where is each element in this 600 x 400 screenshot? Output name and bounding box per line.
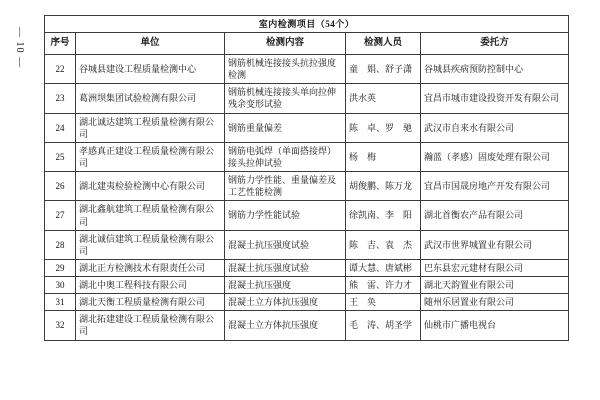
cell-content: 钢筋机械连接接头单向拉伸残余变形试验 [225, 84, 346, 113]
cell-content: 钢筋机械连接接头抗拉强度检测 [225, 54, 346, 83]
cell-content: 钢筋重量偏差 [225, 113, 346, 142]
cell-personnel: 童 娟、舒子潇 [346, 54, 421, 83]
cell-unit: 葛洲坝集团试验检测有限公司 [76, 84, 225, 113]
cell-no: 30 [45, 277, 76, 294]
cell-unit: 湖北诚信建筑工程质量检测有限公司 [76, 230, 225, 259]
table-row [45, 54, 569, 83]
cell-no: 23 [45, 84, 76, 113]
table-row [45, 311, 569, 340]
cell-client: 谷城县疾病预防控制中心 [421, 54, 569, 83]
header-client: 委托方 [421, 33, 569, 55]
table-row [45, 84, 569, 113]
cell-content: 混凝土立方体抗压强度 [225, 294, 346, 311]
cell-client: 巴东县宏元建材有限公司 [421, 259, 569, 276]
table-title-row [45, 16, 569, 33]
cell-unit: 湖北天衡工程质量检测有限公司 [76, 294, 225, 311]
cell-client: 武汉市世界城置业有限公司 [421, 230, 569, 259]
cell-content: 混凝土抗压强度试验 [225, 230, 346, 259]
table-row [45, 172, 569, 201]
cell-personnel: 陈 卓、罗 驰 [346, 113, 421, 142]
cell-no: 32 [45, 311, 76, 340]
cell-unit: 湖北鑫航建筑工程质量检测有限公司 [76, 201, 225, 230]
cell-content: 钢筋力学性能、重量偏差及工艺性能检测 [225, 172, 346, 201]
cell-client: 宜昌市国晟房地产开发有限公司 [421, 172, 569, 201]
table-head [45, 16, 569, 55]
page-number: — 10 — [14, 26, 25, 68]
cell-no: 28 [45, 230, 76, 259]
table-header-row [45, 33, 569, 55]
table-row [45, 294, 569, 311]
cell-unit: 湖北正方检测技术有限责任公司 [76, 259, 225, 276]
inspection-table [44, 15, 569, 341]
cell-unit: 谷城县建设工程质量检测中心 [76, 54, 225, 83]
cell-personnel: 洪水英 [346, 84, 421, 113]
cell-no: 27 [45, 201, 76, 230]
table-row [45, 142, 569, 171]
header-content: 检测内容 [225, 33, 346, 55]
cell-personnel: 徐凯南、李 阳 [346, 201, 421, 230]
table-title: 室内检测项目（54个） [45, 16, 569, 33]
cell-client: 湖北天韵置业有限公司 [421, 277, 569, 294]
table-row [45, 201, 569, 230]
cell-client: 宜昌市城市建设投资开发有限公司 [421, 84, 569, 113]
table-row [45, 113, 569, 142]
cell-unit: 湖北建夷检验检测中心有限公司 [76, 172, 225, 201]
cell-client: 仙桃市广播电视台 [421, 311, 569, 340]
cell-client: 随州乐居置业有限公司 [421, 294, 569, 311]
cell-no: 25 [45, 142, 76, 171]
cell-content: 混凝土立方体抗压强度 [225, 311, 346, 340]
cell-client: 湖北首衡农产品有限公司 [421, 201, 569, 230]
cell-no: 24 [45, 113, 76, 142]
cell-client: 瀚蓝（孝感）固废处理有限公司 [421, 142, 569, 171]
cell-no: 22 [45, 54, 76, 83]
cell-unit: 孝感真正建设工程质量检测有限公司 [76, 142, 225, 171]
cell-unit: 湖北拓建建设工程质量检测有限公司 [76, 311, 225, 340]
header-no: 序号 [45, 33, 76, 55]
cell-client: 武汉市自来水有限公司 [421, 113, 569, 142]
header-personnel: 检测人员 [346, 33, 421, 55]
cell-personnel: 陈 吉、袁 杰 [346, 230, 421, 259]
cell-content: 钢筋力学性能试验 [225, 201, 346, 230]
cell-content: 钢筋电弧焊（单面搭接焊）接头拉伸试验 [225, 142, 346, 171]
cell-no: 31 [45, 294, 76, 311]
cell-personnel: 熊 雷、许力才 [346, 277, 421, 294]
table-row [45, 230, 569, 259]
cell-personnel: 毛 涛、胡圣学 [346, 311, 421, 340]
table-body [45, 54, 569, 340]
cell-personnel: 杨 梅 [346, 142, 421, 171]
cell-content: 混凝土抗压强度 [225, 277, 346, 294]
cell-no: 29 [45, 259, 76, 276]
cell-unit: 湖北诚达建筑工程质量检测有限公司 [76, 113, 225, 142]
cell-unit: 湖北中奥工程科技有限公司 [76, 277, 225, 294]
cell-personnel: 王 奂 [346, 294, 421, 311]
cell-personnel: 谭大慧、唐斌彬 [346, 259, 421, 276]
header-unit: 单位 [76, 33, 225, 55]
table-row [45, 259, 569, 276]
cell-content: 混凝土抗压强度试验 [225, 259, 346, 276]
table-row [45, 277, 569, 294]
cell-no: 26 [45, 172, 76, 201]
cell-personnel: 胡俊鹏、陈万龙 [346, 172, 421, 201]
